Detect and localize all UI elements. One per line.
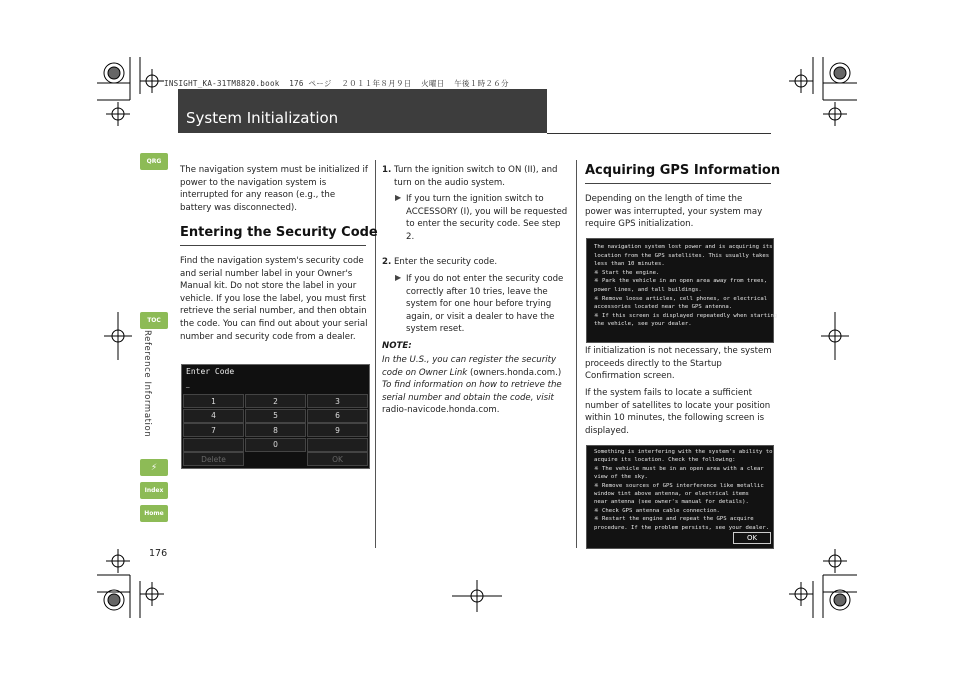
- tab-toc[interactable]: TOC: [140, 312, 168, 329]
- screen-text-line: ※ Restart the engine and repeat the GPS acquire: [594, 516, 754, 523]
- file-header: INSIGHT_KA-31TM8820.book 176 ページ ２０１１年８月９日 火曜日 午後１時２６分: [164, 79, 509, 88]
- screen-text-line: The navigation system lost power and is acquiring its: [594, 244, 773, 250]
- keypad-key-1[interactable]: 1: [183, 394, 244, 408]
- gps-para-2: If initialization is not necessary, the system proceeds directly to the Startup Confirmation screen.: [585, 346, 772, 382]
- arrow-icon: ▶: [395, 193, 402, 202]
- screen-text-line: location from the GPS satellites. This usually takes: [594, 252, 770, 259]
- arrow-icon: ▶: [395, 273, 402, 282]
- step-1-text: Turn the ignition switch to ON (II), and turn on the audio system.: [394, 165, 558, 188]
- note-url-radio: radio-navicode.honda.com.: [382, 405, 500, 416]
- gps-acquiring-screen: [586, 238, 778, 343]
- intro-text: The navigation system must be initialized if power to the navigation system is interrupted for any reason (e.g., the battery was disconnected).: [180, 165, 368, 213]
- gps-ok-button[interactable]: OK: [733, 532, 771, 544]
- heading-security-code: Entering the Security Code: [180, 225, 378, 240]
- tab-qrg[interactable]: QRG: [140, 153, 168, 170]
- note-label: NOTE:: [382, 341, 412, 351]
- tab-home[interactable]: Home: [140, 505, 168, 522]
- keypad-key-5[interactable]: 5: [245, 409, 306, 423]
- note-url-owner-link: (owners.honda.com.): [470, 367, 562, 378]
- screen-text-line: procedure. If the problem persists, see your dealer.: [594, 524, 770, 531]
- keypad-key-6[interactable]: 6: [307, 409, 368, 423]
- screen-text-line: near antenna (see owner's manual for details).: [594, 499, 749, 506]
- screen-text-line: ※ Start the engine.: [594, 269, 660, 276]
- keypad-key-8[interactable]: 8: [245, 423, 306, 437]
- gps-intro-text: Depending on the length of time the power was interrupted, your system may require GPS initialization.: [585, 194, 763, 230]
- screen-text-line: ※ Remove loose articles, cell phones, or electrical: [594, 295, 768, 302]
- keypad-key-0[interactable]: 0: [245, 438, 306, 452]
- keypad-delete-button[interactable]: Delete: [183, 452, 244, 466]
- keypad-key-blank: [183, 438, 244, 452]
- step-1-sub: If you turn the ignition switch to ACCESSORY (I), you will be requested to enter the security code. See step 2.: [406, 194, 568, 242]
- title-rule: [547, 133, 771, 134]
- keypad-screen: [181, 364, 370, 469]
- keypad-cursor: _: [186, 380, 190, 388]
- column-divider-2: [576, 160, 577, 548]
- screen-text-line: acquire its location. Check the following:: [594, 457, 736, 464]
- step-2-sub: If you do not enter the security code correctly after 10 tries, leave the system for one hour before trying again, or visit a dealer to have the system reset.: [406, 274, 564, 335]
- screen-text-line: the vehicle, see your dealer.: [594, 321, 692, 328]
- note-retrieve: To find information on how to retrieve the serial number and obtain the code, visit: [382, 380, 562, 403]
- step-2-number: 2.: [382, 257, 392, 267]
- tab-voice-icon[interactable]: ⚡: [140, 459, 168, 476]
- tab-index[interactable]: Index: [140, 482, 168, 499]
- screen-text-line: Something is interfering with the system's ability to: [594, 449, 773, 455]
- keypad-key-blank: [307, 438, 368, 452]
- security-code-text: Find the navigation system's security code and serial number label in your Owner's Manual kit. Do not store the label in your vehicle. If you lose the label, you must first retrieve the serial number, and then obtain the code. You can find out about your serial number and security code from a dealer.: [180, 256, 368, 342]
- section-label: Reference Information: [142, 330, 152, 438]
- title-bar: [178, 89, 547, 133]
- step-2-text: Enter the security code.: [394, 257, 498, 267]
- screen-text-line: ※ Park the vehicle in an open area away from trees,: [594, 278, 768, 285]
- note-register: In the U.S., you can register the security code on Owner Link: [382, 355, 557, 378]
- heading-gps: Acquiring GPS Information: [585, 163, 781, 178]
- note-text: [382, 354, 570, 417]
- keypad-key-3[interactable]: 3: [307, 394, 368, 408]
- screen-text-line: ※ Remove sources of GPS interference like metallic: [594, 482, 764, 489]
- step-1-number: 1.: [382, 165, 392, 175]
- screen-text-line: power lines, and tall buildings.: [594, 287, 702, 293]
- keypad-title: Enter Code: [186, 367, 235, 376]
- page-title: System Initialization: [186, 109, 339, 127]
- screen-text-line: accessories located near the GPS antenna.: [594, 304, 733, 311]
- gps-interference-screen: [586, 445, 774, 549]
- keypad-key-2[interactable]: 2: [245, 394, 306, 408]
- page-number: 176: [149, 548, 168, 559]
- screen-text-line: ※ Check GPS antenna cable connection.: [594, 507, 720, 514]
- column-divider-1: [375, 160, 376, 548]
- heading-rule: [180, 245, 366, 246]
- screen-text-line: ※ If this screen is displayed repeatedly when starting: [594, 312, 778, 319]
- screen-text-line: view of the sky.: [594, 474, 648, 481]
- keypad-key-4[interactable]: 4: [183, 409, 244, 423]
- screen-text-line: ※ The vehicle must be in an open area with a clear: [594, 465, 764, 472]
- screen-text-line: window tint above antenna, or electrical items: [594, 491, 749, 497]
- screen-text-line: less than 10 minutes.: [594, 261, 665, 268]
- heading-rule: [585, 183, 771, 184]
- gps-para-3: If the system fails to locate a sufficient number of satellites to locate your position within 10 minutes, the following screen is displayed.: [585, 388, 771, 436]
- keypad-key-9[interactable]: 9: [307, 423, 368, 437]
- keypad-ok-button[interactable]: OK: [307, 452, 368, 466]
- keypad-key-7[interactable]: 7: [183, 423, 244, 437]
